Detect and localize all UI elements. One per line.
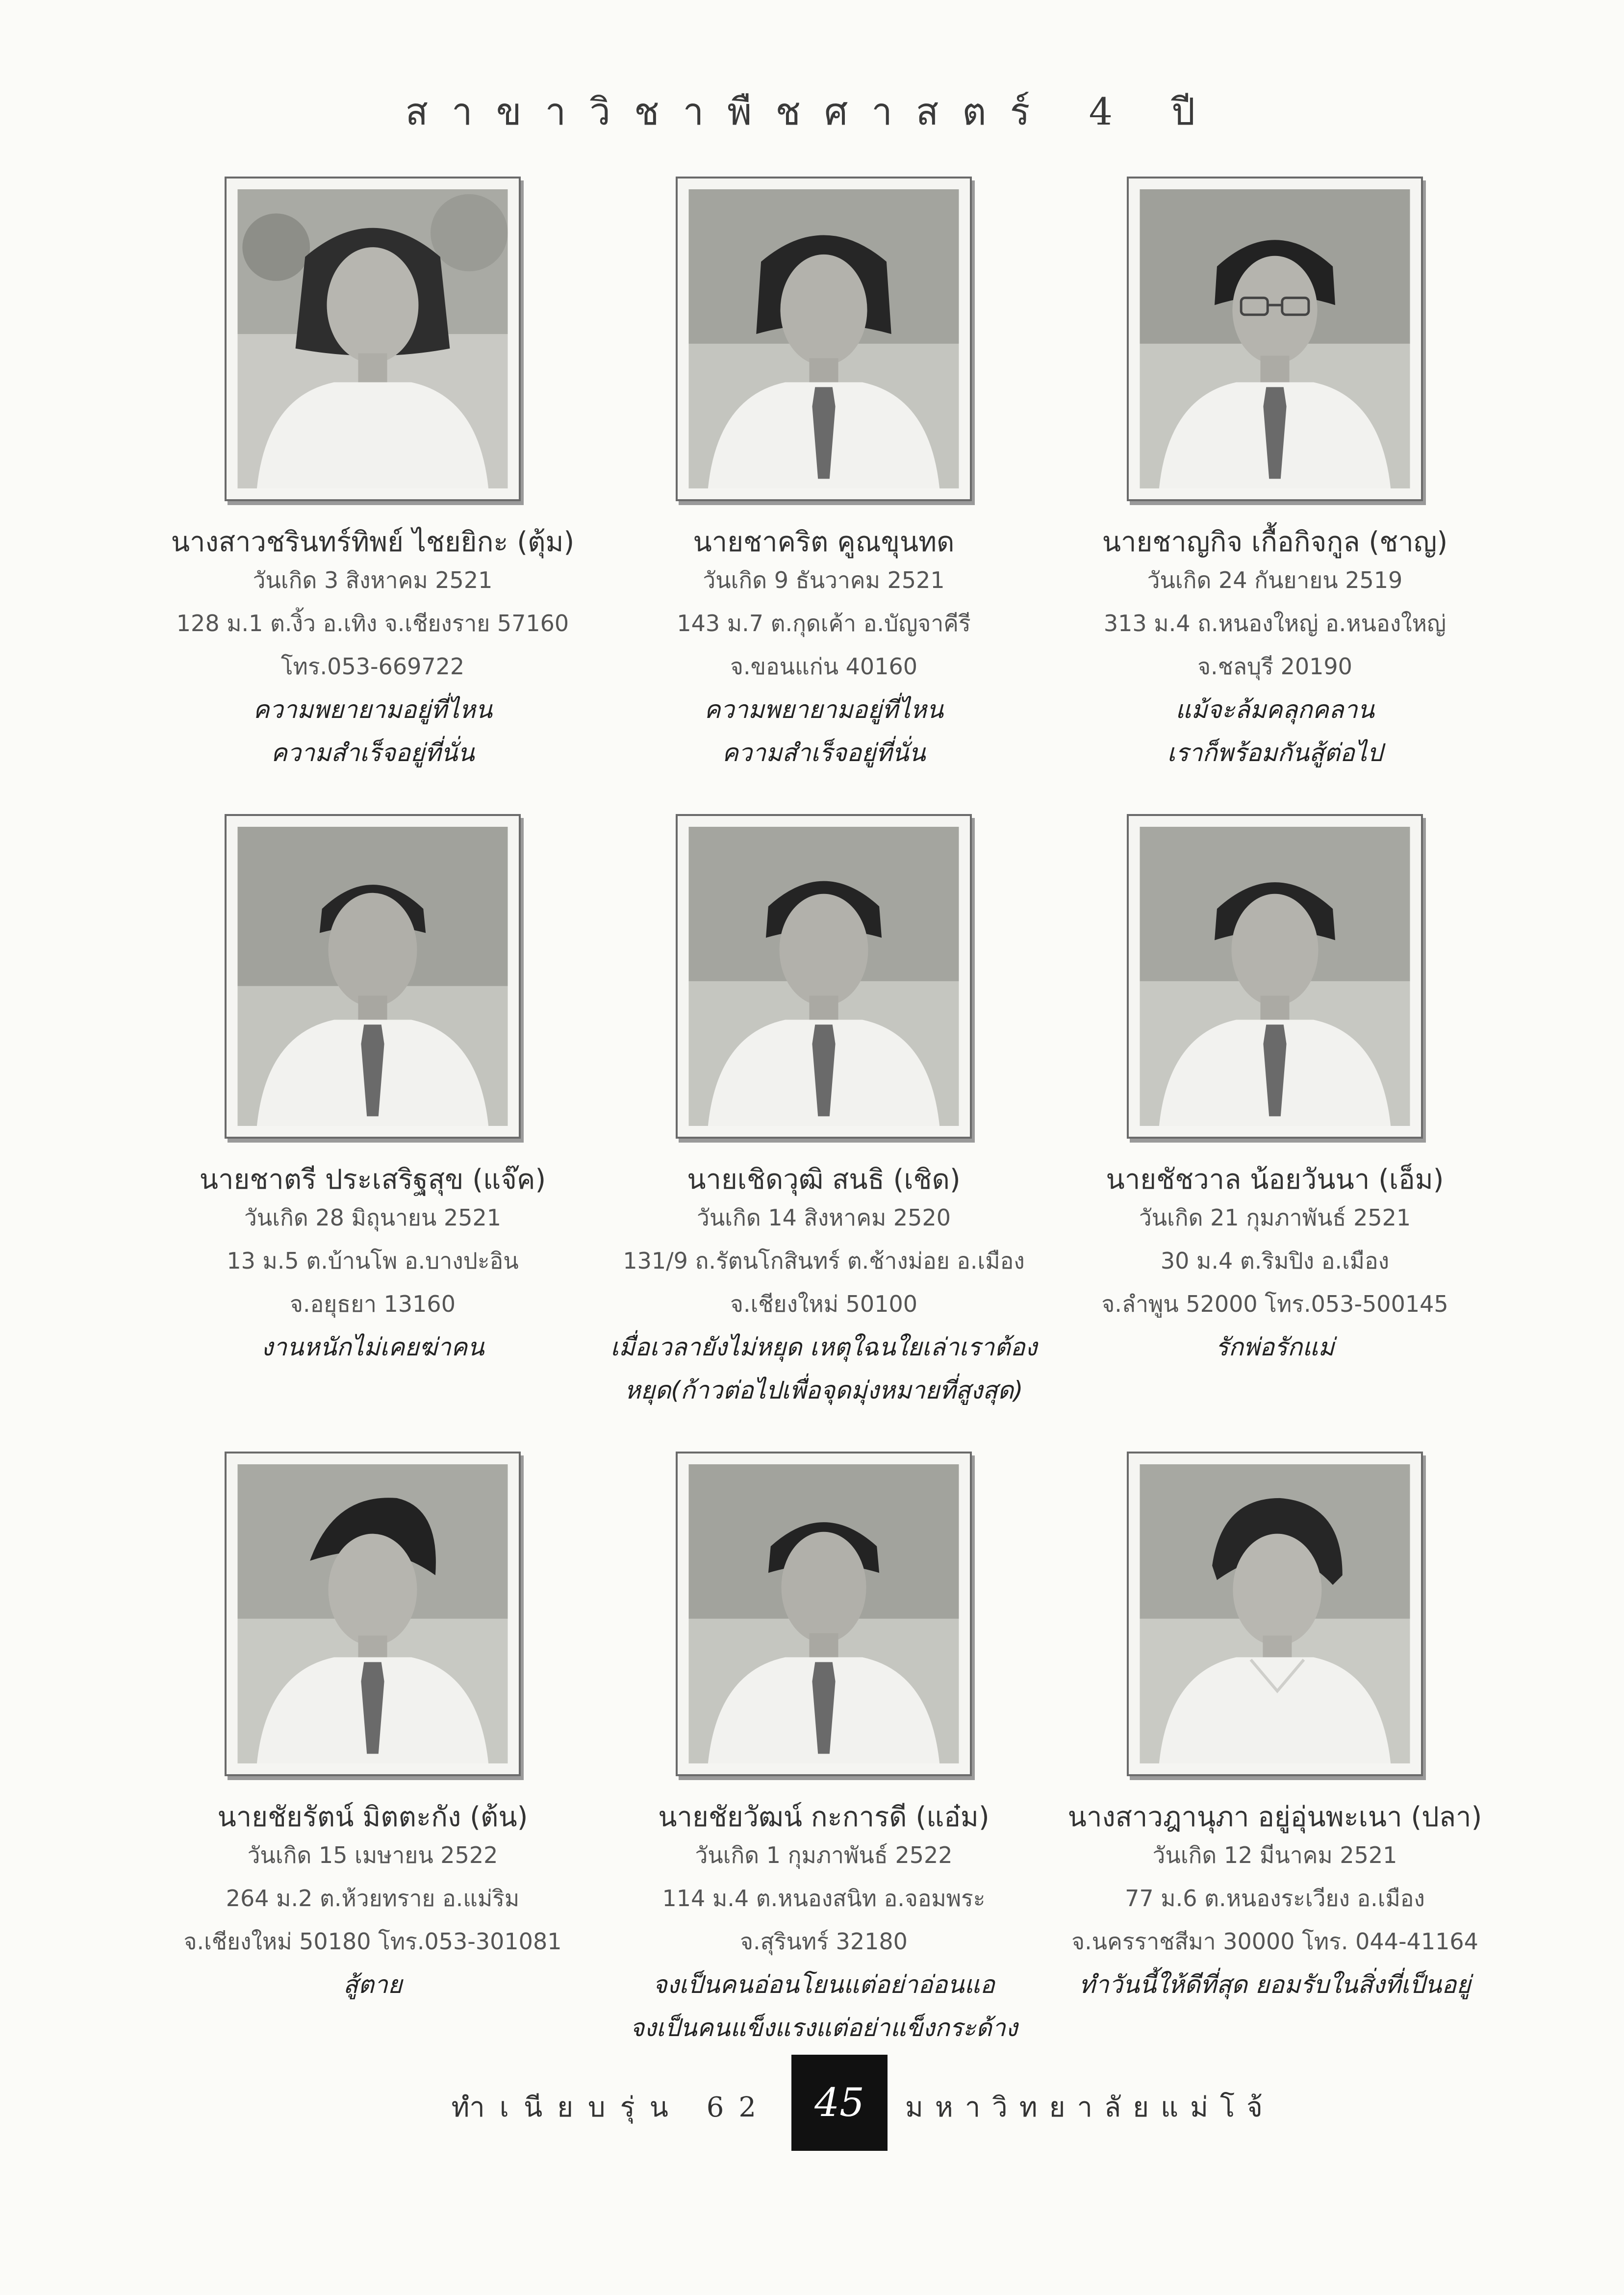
birth-date: วันเกิด 24 กันยายน 2519: [1147, 567, 1403, 594]
address-line: 30 ม.4 ต.ริมปิง อ.เมือง: [1160, 1248, 1390, 1275]
motto-line: รักพ่อรักแม่: [1215, 1333, 1335, 1362]
portrait-male-image: [237, 827, 508, 1126]
student-name: นายชัชวาล น้อยวันนา (เอ็ม): [1106, 1164, 1444, 1196]
portrait-female-image: [237, 189, 508, 488]
portrait-male-image: [688, 827, 959, 1126]
student-card: [1049, 177, 1500, 774]
address-line: จ.ลำพูน 52000 โทร.053-500145: [1101, 1291, 1448, 1318]
footer-yearbook-title: ทำเนียบรุ่น 62: [451, 2091, 771, 2123]
address-line: จ.อยุธยา 13160: [290, 1291, 456, 1318]
page-heading: สาขาวิชาพืชศาสตร์ 4 ปี: [405, 90, 1219, 133]
address-line: โทร.053-669722: [280, 653, 465, 680]
address-line: จ.เชียงใหม่ 50100: [730, 1291, 917, 1318]
footer-university-name: มหาวิทยาลัยแม่โจ้: [905, 2091, 1274, 2123]
birth-date: วันเกิด 14 สิงหาคม 2520: [697, 1204, 951, 1231]
address-line: 128 ม.1 ต.งิ้ว อ.เทิง จ.เชียงราย 57160: [176, 610, 569, 637]
student-card: [598, 1452, 1049, 2049]
student-name: นายชาตรี ประเสริฐสุข (แจ๊ค): [199, 1164, 546, 1196]
motto-line: ความพยายามอยู่ที่ไหน: [253, 695, 492, 724]
motto-line: แม้จะล้มคลุกคลาน: [1175, 695, 1374, 724]
student-name: นายชาญกิจ เกื้อกิจกูล (ชาญ): [1102, 526, 1448, 558]
address-line: จ.สุรินทร์ 32180: [740, 1928, 908, 1955]
portrait-male-glasses-image: [1140, 189, 1410, 488]
page-footer: [0, 2055, 1624, 2153]
student-photo: [225, 177, 521, 501]
portrait-male-image: [237, 1464, 508, 1763]
motto-line: ความสำเร็จอยู่ที่นั่น: [722, 739, 926, 767]
address-line: 114 ม.4 ต.หนองสนิท อ.จอมพระ: [662, 1885, 986, 1912]
student-grid: [147, 177, 1500, 2065]
motto-line: เมื่อเวลายังไม่หยุด เหตุใฉนใยเล่าเราต้อง: [610, 1333, 1038, 1362]
student-photo: [225, 1452, 521, 1776]
student-photo: [1127, 1452, 1423, 1776]
motto-line: ความพยายามอยู่ที่ไหน: [704, 695, 943, 724]
birth-date: วันเกิด 28 มิถุนายน 2521: [244, 1204, 502, 1231]
address-line: จ.เชียงใหม่ 50180 โทร.053-301081: [183, 1928, 562, 1955]
student-photo: [225, 814, 521, 1139]
student-name: นางสาวฎานุภา อยู่อุ่นพะเนา (ปลา): [1067, 1801, 1482, 1833]
student-photo: [676, 814, 972, 1139]
address-line: 143 ม.7 ต.กุดเค้า อ.บัญจาคีรี: [677, 610, 971, 637]
motto-line: จงเป็นคนแข็งแรงแต่อย่าแข็งกระด้าง: [630, 2014, 1018, 2042]
address-line: จ.ขอนแก่น 40160: [730, 653, 917, 680]
motto-line: ทำวันนี้ให้ดีที่สุด ยอมรับในสิ่งที่เป็นอยู่: [1079, 1970, 1471, 1999]
address-line: 13 ม.5 ต.บ้านโพ อ.บางปะอิน: [227, 1248, 519, 1275]
motto-line: เราก็พร้อมกันสู้ต่อไป: [1167, 739, 1383, 767]
student-photo: [676, 177, 972, 501]
address-line: 264 ม.2 ต.ห้วยทราย อ.แม่ริม: [226, 1885, 520, 1912]
birth-date: วันเกิด 3 สิงหาคม 2521: [253, 567, 493, 594]
student-name: นางสาวชรินทร์ทิพย์ ไชยยิกะ (ตุ้ม): [171, 526, 575, 558]
address-line: 77 ม.6 ต.หนองระเวียง อ.เมือง: [1125, 1885, 1425, 1912]
birth-date: วันเกิด 12 มีนาคม 2521: [1152, 1842, 1397, 1869]
birth-date: วันเกิด 9 ธันวาคม 2521: [703, 567, 945, 594]
student-name: นายเชิดวุฒิ สนธิ (เชิด): [687, 1164, 961, 1196]
student-photo: [1127, 177, 1423, 501]
address-line: จ.ชลบุรี 20190: [1197, 653, 1352, 680]
student-card: [598, 177, 1049, 774]
page-number: 45: [791, 2055, 888, 2151]
birth-date: วันเกิด 21 กุมภาพันธ์ 2521: [1139, 1204, 1411, 1231]
portrait-female-image: [1140, 1464, 1410, 1763]
motto-line: งานหนักไม่เคยฆ่าคน: [261, 1333, 484, 1362]
motto-line: ความสำเร็จอยู่ที่นั่น: [271, 739, 475, 767]
birth-date: วันเกิด 1 กุมภาพันธ์ 2522: [695, 1842, 953, 1869]
student-card: [147, 177, 598, 774]
student-card: [1049, 814, 1500, 1369]
student-card: [147, 814, 598, 1369]
address-line: 131/9 ถ.รัตนโกสินทร์ ต.ช้างม่อย อ.เมือง: [623, 1248, 1025, 1275]
student-photo: [1127, 814, 1423, 1139]
portrait-male-image: [688, 1464, 959, 1763]
student-card: [598, 814, 1049, 1412]
birth-date: วันเกิด 15 เมษายน 2522: [247, 1842, 498, 1869]
student-name: นายชัยวัฒน์ กะการดี (แอ๋ม): [658, 1801, 990, 1833]
address-line: จ.นครราชสีมา 30000 โทร. 044-41164: [1071, 1928, 1478, 1955]
motto-line: จงเป็นคนอ่อนโยนแต่อย่าอ่อนแอ: [653, 1970, 995, 1999]
motto-line: สู้ตาย: [343, 1970, 403, 1999]
student-name: นายชัยรัตน์ มิตตะกัง (ต้น): [217, 1801, 528, 1833]
address-line: 313 ม.4 ถ.หนองใหญ่ อ.หนองใหญ่: [1103, 610, 1446, 637]
motto-line: หยุด(ก้าวต่อไปเพื่อจุดมุ่งหมายที่สูงสุด): [624, 1376, 1023, 1405]
portrait-male-image: [688, 189, 959, 488]
student-name: นายชาคริต คูณขุนทด: [693, 526, 955, 558]
student-card: [147, 1452, 598, 2006]
student-photo: [676, 1452, 972, 1776]
portrait-male-image: [1140, 827, 1410, 1126]
student-card: [1049, 1452, 1500, 2006]
